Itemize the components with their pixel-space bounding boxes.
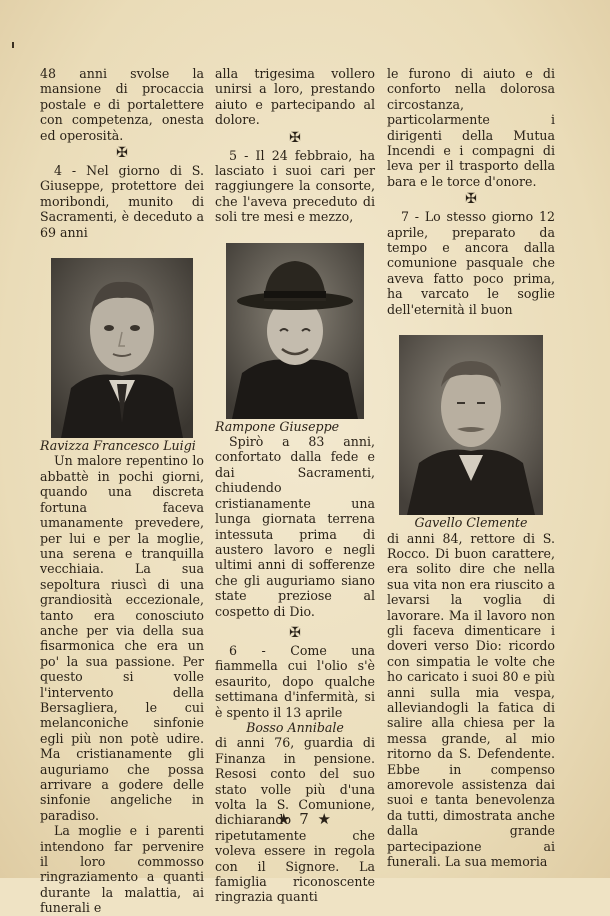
- family-thanks-text: La moglie e i parenti intendono far pervenire il loro commosso ringraziamento a quanti durante la malattia, ai funerali e: [40, 823, 204, 916]
- column2-intro: alla trigesima vollero unirsi a loro, prestando aiuto e partecipando al dolore.: [215, 66, 375, 128]
- cross-icon: ✠: [465, 191, 477, 208]
- column-2: [215, 66, 375, 905]
- obituary-6-text: 6 - Come una fiammella cui l'olio s'è esaurito, dopo qualche settimana d'infermità, si è spento il 13 aprile: [215, 642, 375, 720]
- portrait-rampone-image: [226, 243, 364, 419]
- cross-icon: ✠: [289, 624, 301, 641]
- portrait-gavello: [399, 335, 543, 515]
- obituary-5-text: 5 - Il 24 febbraio, ha lasciato i suoi cari per raggiungere la consorte, che l'aveva preceduto di soli tre mesi e mezzo,: [215, 147, 375, 225]
- obituary-7-text: 7 - Lo stesso giorno 12 aprile, preparato da tempo e ancora dalla comunione pasquale che aveva fatto poco prima, ha varcato le soglie dell'eternità il buon: [387, 209, 555, 317]
- portrait-gavello-image: [399, 335, 543, 515]
- column1-intro: 48 anni svolse la mansione di procaccia postale e di portalettere con competenza, onesta ed operosità.: [40, 66, 204, 143]
- column-3: [387, 66, 555, 869]
- cross-icon: ✠: [289, 129, 301, 146]
- obituary-ravizza-text: Un malore repentino lo abbattè in pochi giorni, quando una discreta fortuna faceva umanamente prevedere, per lui e per la moglie, una serena e tranquilla vecchiaia. La sua sepoltura riuscì di una grandiosità eccezionale, tanto era conosciuto anche per via della sua fisarmonica che era un po' la sua passione. Per questo si volle l'intervento della Bersagliera, le cui melanconiche sinfonie egli più non potè udire. Ma cristianamente gli auguriamo che possa arrivare a godere delle sinfonie angeliche in paradiso.: [40, 453, 204, 823]
- obituary-gavello-text: di anni 84, rettore di S. Rocco. Di buon carattere, era solito dire che nella sua vita non era riuscito a levarsi la voglia di lavorare. Ma il lavoro non gli faceva dimenticare i doveri verso Dio: ricordo con simpatia le volte che ho caricato i suoi 80 e più anni sulla mia vespa, alleviandogli la fatica di salire alla chiesa per la messa grande, al mio ritorno da S. Defendente. Ebbe in compenso amorevole assistenza dai suoi e tanta benevolenza da tutti, dimostrata anche dalla grande partecipazione ai funerali. La sua memoria: [387, 530, 555, 870]
- column3-intro: le furono di aiuto e di conforto nella dolorosa circostanza, particolarmente i dirigenti della Mutua Incendi e i compagni di leva per il trasporto della bara e le torce d'onore.: [387, 66, 555, 189]
- caption-gavello: Gavello Clemente: [414, 515, 528, 531]
- obituary-bosso-text: di anni 76, guardia di Finanza in pensione. Resosi conto del suo stato volle più d'una volta la S. Comunione, dichiarando ripetutamente che voleva essere in regola con il Signore. La famiglia riconoscente ringrazia quanti: [215, 735, 375, 905]
- cross-icon: ✠: [116, 145, 128, 162]
- margin-mark: [12, 42, 20, 48]
- obituary-4-text: 4 - Nel giorno di S. Giuseppe, protettore dei moribondi, munito di Sacramenti, è deceduto a 69 anni: [40, 163, 204, 240]
- portrait-ravizza-image: [51, 258, 193, 438]
- page-number: ★ 7 ★: [277, 810, 333, 828]
- portrait-ravizza: [51, 258, 193, 438]
- caption-ravizza: Ravizza Francesco Luigi: [40, 438, 196, 454]
- name-bosso: Bosso Annibale: [246, 719, 344, 735]
- portrait-rampone: [226, 243, 364, 419]
- column-1: [40, 66, 204, 916]
- obituary-rampone-text: Spirò a 83 anni, confortato dalla fede e dai Sacramenti, chiudendo cristianamente una lunga giornata terrena intessuta prima di austero lavoro e negli ultimi anni di sofferenze che gli auguriamo siano state preziose al cospetto di Dio.: [215, 434, 375, 619]
- caption-rampone: Rampone Giuseppe: [215, 418, 340, 434]
